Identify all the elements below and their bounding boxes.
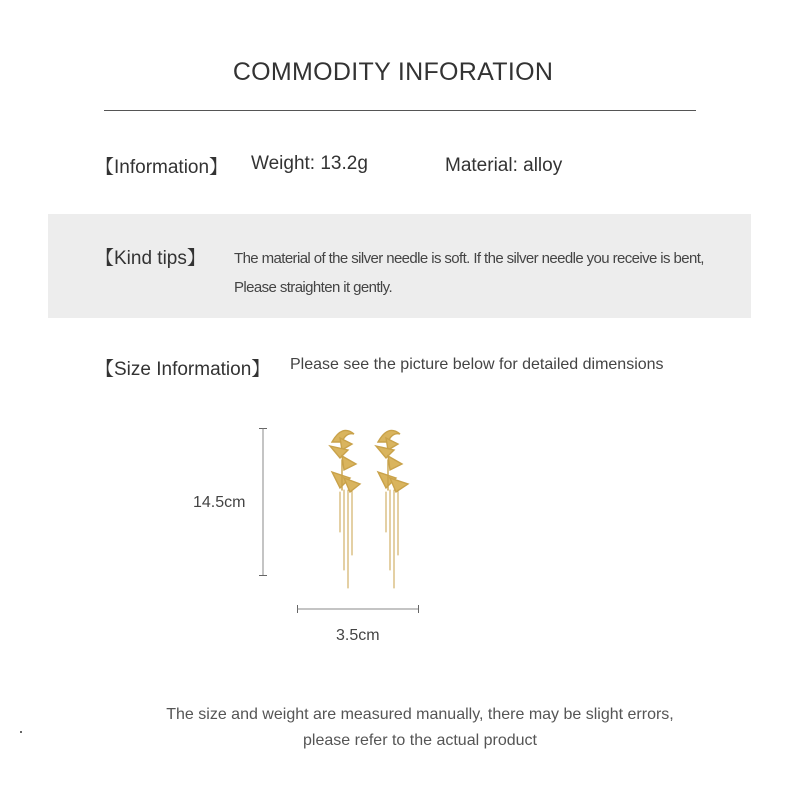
disclaimer-line-1: The size and weight are measured manually, there may be slight errors,: [166, 706, 674, 723]
size-information-description: Please see the picture below for detailed dimensions: [290, 356, 664, 373]
kind-tips-label: 【Kind tips】: [95, 248, 206, 269]
kind-tips-line-1: The material of the silver needle is soft. If the silver needle you receive is bent,: [234, 250, 704, 267]
width-dimension-line: [297, 604, 419, 614]
page-title: COMMODITY INFORATION: [232, 58, 554, 86]
kind-tips-text: [234, 244, 744, 302]
material-value: Material: alloy: [445, 155, 563, 176]
height-measurement: 14.5cm: [193, 494, 246, 511]
information-label: 【Information】: [95, 157, 229, 178]
disclaimer-line-2: please refer to the actual product: [303, 732, 537, 749]
width-measurement: 3.5cm: [336, 627, 380, 644]
size-information-label: 【Size Information】: [95, 359, 271, 380]
disclaimer: [0, 702, 800, 754]
weight-value: Weight: 13.2g: [251, 153, 368, 174]
earrings-image: [320, 420, 420, 595]
title-divider: [104, 110, 696, 111]
stray-dot: [20, 731, 22, 733]
earring-right: [376, 430, 408, 588]
height-dimension-line: [258, 428, 268, 576]
earring-left: [330, 430, 360, 588]
kind-tips-line-2: Please straighten it gently.: [234, 279, 393, 296]
